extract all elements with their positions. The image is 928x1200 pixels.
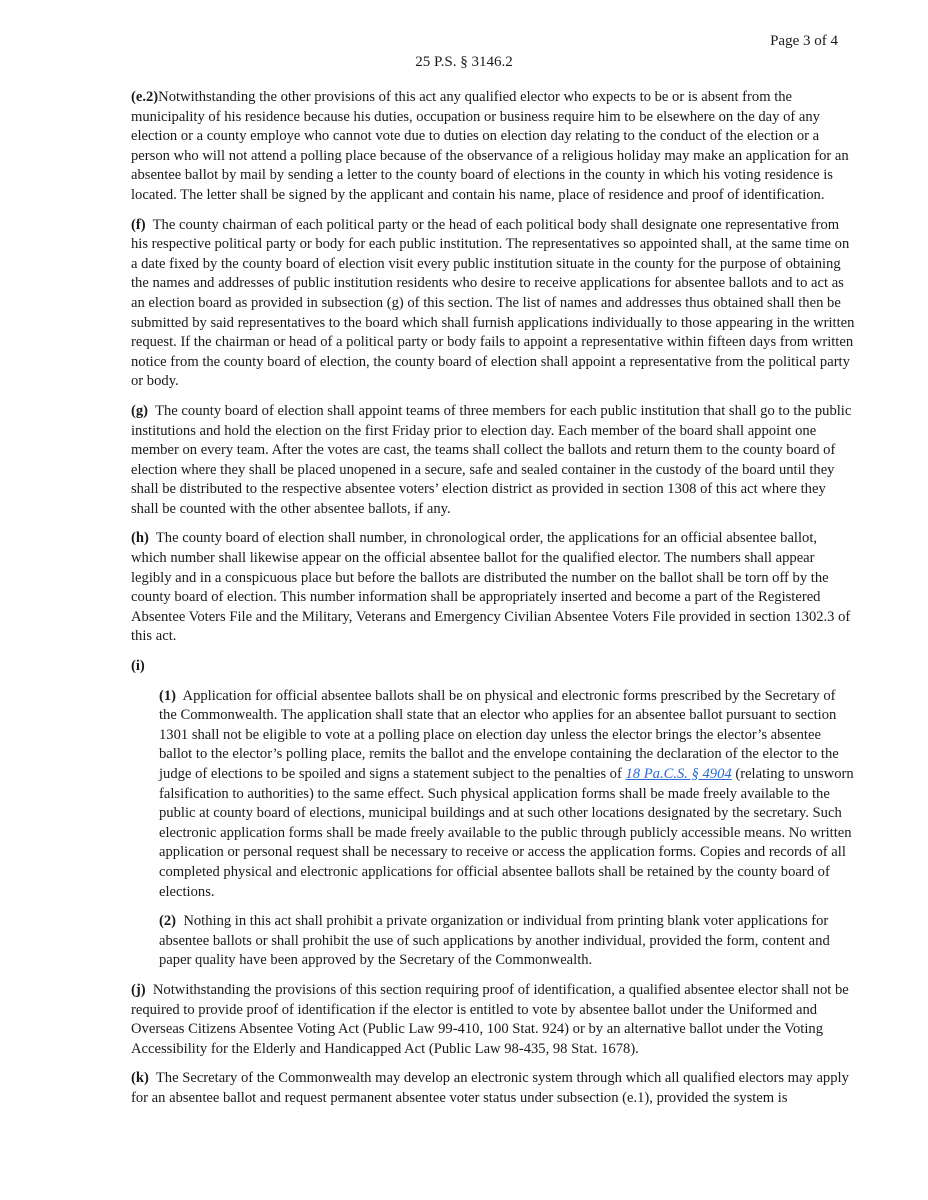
paragraph-g [131, 402, 855, 520]
paragraph-text: The county board of election shall number, in chronological order, the applications for an official absentee ballot, which number shall likewise appear on the official absentee ballot for the qualified elector. The numbers shall appear legibly and in a conspicuous place but before the ballots are distributed the number on the ballot shall be torn off by the county board of election. This number information shall be appropriately inserted and become a part of the Registered Absentee Voters File and the Military, Veterans and Emergency Civilian Absentee Voters File provided in section 1302.3 of this act. [131, 530, 851, 645]
paragraph-h [131, 529, 855, 647]
subparagraph-text-continued: (relating to unsworn falsification to authorities) to the same effect. Such physical application forms shall be made freely available to the public at county board of elections, municipal buildings and at such other locations designated by the secretary. Such electronic application forms shall be made freely available to the public through publicly accessible means. No written application or personal request shall be necessary to receive or access the application forms. Copies and records of all completed physical and electronic applications for official absentee ballots shall be retained by the county board of elections. [159, 766, 854, 900]
paragraph-label: (e.2) [131, 89, 159, 105]
subparagraph-label: (2) [159, 913, 177, 930]
subparagraph-text: Nothing in this act shall prohibit a private organization or individual from printing blank voter applications for absentee ballots or shall prohibit the use of such applications by another individual, provided the form, content and paper quality have been approved by the Secretary of the Commonwealth. [159, 913, 830, 969]
paragraph-label: (j) [131, 981, 146, 998]
paragraph-j [131, 981, 855, 1059]
paragraph-label: (f) [131, 216, 146, 233]
paragraph-label: (k) [131, 1070, 149, 1087]
paragraph-text: The Secretary of the Commonwealth may develop an electronic system through which all qualified electors may apply for an absentee ballot and request permanent absentee voter status under subsection (e.1), provided the system is [131, 1070, 849, 1106]
paragraph-text: Notwithstanding the other provisions of this act any qualified elector who expects to be or is absent from the municipality of his residence because his duties, occupation or business require him to be elsewhere on the day of any election or a county employe who cannot vote due to duties on election day relating to the conduct of the election or a person who will not attend a polling place because of the observance of a religious holiday may make an application for an absentee ballot by mail by sending a letter to the county board of elections in the county in which his voting residence is located. The letter shall be signed by the applicant and contain his name, place of residence and proof of identification. [131, 89, 849, 203]
paragraph-text: The county chairman of each political party or the head of each political body shall designate one representative from his respective political party or body for each public institution. The representatives so appointed shall, at the same time on a date fixed by the county board of election visit every public institution situate in the county for the purpose of obtaining the names and addresses of public institution residents who desire to receive applications for absentee ballots and to act as an election board as provided in subsection (g) of this section. The list of names and addresses thus obtained shall then be submitted by said representatives to the board which shall furnish applications individually to those appearing in the written request. If the chairman or head of a political party or body fails to appoint a representative within fifteen days from written notice from the county board of election, the county board of election shall appoint a representative from the political party or body. [131, 216, 855, 390]
paragraph-label: (h) [131, 530, 149, 547]
paragraph-e2 [131, 88, 855, 206]
paragraph-text: Notwithstanding the provisions of this section requiring proof of identification, a qualified absentee elector shall not be required to provide proof of identification if the elector is entitled to vote by absentee ballot under the Uniformed and Overseas Citizens Absentee Voting Act (Public Law 99-410, 100 Stat. 924) or by an alternative ballot under the Voting Accessibility for the Elderly and Handicapped Act (Public Law 98-435, 98 Stat. 1678). [131, 981, 849, 1057]
paragraph-f [131, 216, 855, 392]
paragraph-label: (g) [131, 402, 149, 419]
page-number: Page 3 of 4 [770, 33, 838, 49]
paragraph-label: (i) [131, 658, 145, 675]
subparagraph-i-1 [159, 687, 855, 903]
citation-link-18-pacs-4904[interactable]: 18 Pa.C.S. § 4904 [625, 766, 732, 782]
paragraph-k [131, 1069, 855, 1108]
statute-citation: 25 P.S. § 3146.2 [415, 54, 513, 70]
subparagraph-label: (1) [159, 687, 177, 704]
subparagraph-i-2 [159, 912, 855, 971]
statute-body [131, 88, 855, 1119]
paragraph-text: The county board of election shall appoint teams of three members for each public institution that shall go to the public institutions and hold the election on the first Friday prior to election day. Each member of the board shall appoint one member on every team. After the votes are cast, the teams shall collect the ballots and return them to the county board of election where they shall be placed unopened in a secure, safe and sealed container in the custody of the board until they shall be distributed to the respective absentee voters’ election district as provided in section 1308 of this act where they shall be counted with the other absentee ballots, if any. [131, 402, 852, 517]
subparagraph-text: Application for official absentee ballots shall be on physical and electronic forms prescribed by the Secretary of the Commonwealth. The application shall state that an elector who applies for an absentee ballot pursuant to section 1301 shall not be eligible to vote at a polling place on election day unless the elector brings the elector’s absentee ballot to the elector’s polling place, remits the ballot and the envelope containing the declaration of the elector to the judge of elections to be spoiled and signs a statement subject to the penalties of [159, 687, 839, 782]
paragraph-i [131, 657, 855, 677]
